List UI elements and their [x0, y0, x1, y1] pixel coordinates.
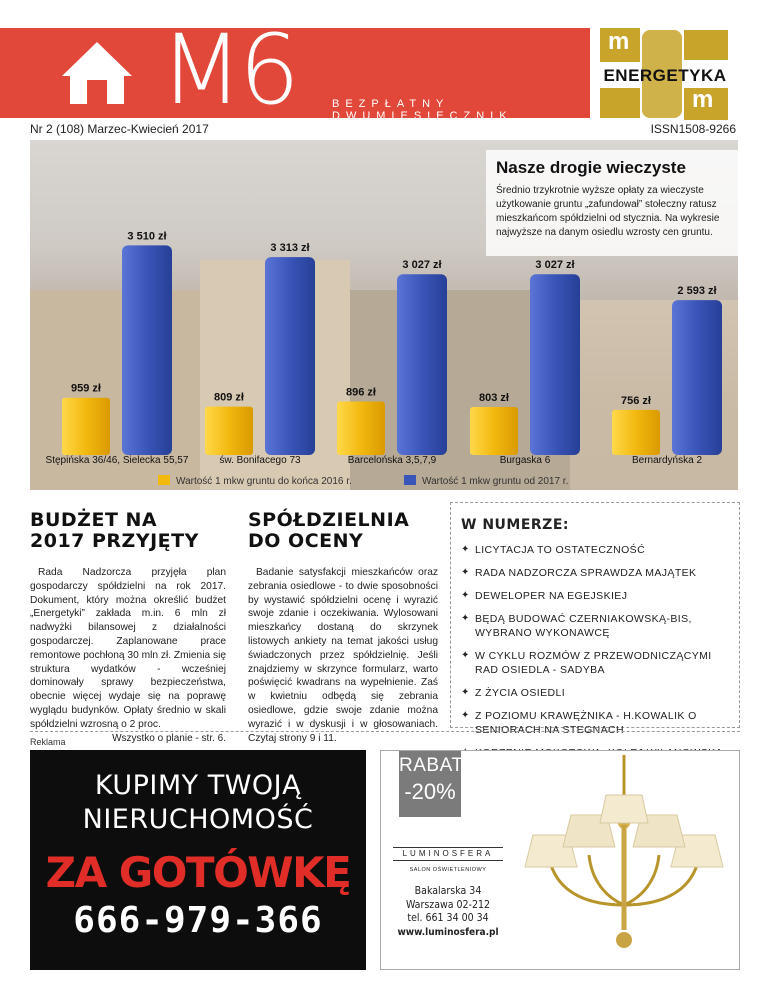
toc-item: ✦ DEWELOPER NA EGEJSKIEJ — [461, 589, 731, 603]
bar-label-2016: 756 zł — [621, 394, 651, 407]
logo-block-top-right — [684, 30, 728, 60]
lighting-ad — [380, 750, 740, 970]
toc-item: ✦ LICYTACJA TO OSTATECZNOŚĆ — [461, 543, 731, 557]
article-title-line: BUDŻET NA — [30, 509, 158, 531]
bar-label-2016: 959 zł — [71, 382, 101, 395]
chart-legend — [30, 472, 738, 490]
bar-2016-3 — [337, 401, 385, 455]
address-street: Bakalarska 34 — [414, 885, 482, 897]
legend-label: Wartość 1 mkw gruntu do końca 2016 r. — [176, 476, 352, 487]
real-estate-ad — [30, 750, 366, 970]
bar-2017-1 — [122, 245, 172, 455]
article-survey — [248, 510, 438, 745]
bar-2016-4 — [470, 407, 518, 455]
bar-label-2017: 3 027 zł — [535, 259, 575, 272]
toc-heading: W NUMERZE: — [461, 517, 569, 533]
article-reference: Wszystko o planie - str. 6. — [112, 732, 226, 744]
ad-highlight: ZA GOTÓWKĘ — [45, 848, 351, 897]
address-city: Warszawa 02-212 — [406, 898, 490, 911]
discount-badge — [399, 751, 464, 817]
article-body: Rada Nadzorcza przyjęła plan gospodarczy spółdzielni na rok 2017. Dokument, który można określić budżet „Energetyki” zakłada m.in. 6 mln zł nadwyżki bilansowej z działalności gospodarczej. Zaplanowane prace remontowe pochłoną 30 mln zł. Zmienia się struktura wydatków - wcześniej dominowały sprawy bezpieczeństwa, obecnie więcej wydaje się na poprawę wyglądu budynków. Opłaty średnio w skali spółdzielni wzrosną o 2 proc. — [30, 567, 226, 730]
bar-label-2016: 896 zł — [346, 386, 376, 399]
bar-2017-3 — [397, 274, 447, 455]
logo-wordmark: ENERGETYKA — [603, 66, 727, 85]
bar-2016-2 — [205, 407, 253, 455]
article-title — [248, 510, 438, 552]
brand-name: LUMINOSFERA — [393, 847, 503, 861]
logo-block-bottom-left — [600, 88, 640, 118]
article-body: Badanie satysfakcji mieszkańców oraz zebrania osiedlowe - to dwie sposobności by wystawić spółdzielni ocenę i wyrazić swoje zdanie i oczekiwania. Wylosowani mieszkańcy dostaną do skrzynek listowych ankiety na temat jakości usług świadczonych przez spółdzielnię. Jeśli znajdziemy w skrzynce formularz, warto poświęcić kwadrans na wypełnienie. Zaś w kwietniu odbędą się zebrania osiedlowe, gdzie swoje zdanie można wyrazić i w dyskusji i w głosowaniach. Czytaj strony 9 i 11. — [248, 567, 438, 744]
article-title-line: DO OCENY — [248, 530, 364, 552]
feature-title: Nasze drogie wieczyste — [496, 158, 686, 177]
legend-label: Wartość 1 mkw gruntu od 2017 r. — [422, 476, 569, 487]
feature-text: Średnio trzykrotnie wyższe opłaty za wieczyste użytkowanie gruntu „zafundował” stołeczny ratusz mieszkańcom spółdzielni od stycznia. Na wykresie najwyższe na danym osiedlu wzrosty cen gruntu. — [496, 185, 720, 238]
energetyka-logo — [600, 28, 730, 120]
bar-2016-5 — [612, 410, 660, 455]
category-label: Stępińska 36/46, Sielecka 55,57 — [45, 455, 189, 466]
ad-phone: 666-979-366 — [73, 900, 323, 941]
bar-label-2017: 3 510 zł — [127, 230, 167, 243]
category-label: Bernardyńska 2 — [631, 455, 703, 466]
bar-label-2017: 3 027 zł — [402, 259, 442, 272]
masthead-tagline: BEZPŁATNY DWUMIESIECZNIK — [332, 98, 513, 122]
toc-list — [461, 543, 731, 760]
toc-item: ✦ BĘDĄ BUDOWAĆ CZERNIAKOWSKĄ-BIS, WYBRANO WYKONAWCĘ — [461, 612, 731, 640]
category-label: św. Bonifacego 73 — [219, 455, 301, 466]
toc-item: ✦ Z ŻYCIA OSIEDLI — [461, 686, 731, 700]
store-website: www.luminosfera.pl — [397, 926, 499, 938]
toc-item: ✦ W CYKLU ROZMÓW Z PRZEWODNICZĄCYMI RAD OSIEDLA - SADYBA — [461, 649, 731, 677]
legend-item-2016 — [158, 475, 352, 487]
discount-label: RABAT — [399, 755, 464, 776]
bar-2017-4 — [530, 274, 580, 455]
issn: ISSN1508-9266 — [650, 122, 736, 136]
toc-item: ✦ RADA NADZORCZA SPRAWDZA MAJĄTEK — [461, 566, 731, 580]
toc-item: ✦ Z POZIOMU KRAWĘŻNIKA - H.KOWALIK O SENIORACH NA STEGNACH — [461, 709, 731, 737]
discount-value: -20% — [404, 779, 456, 804]
brand-subtitle: SALON OŚWIETLENIOWY — [409, 867, 487, 873]
store-address — [393, 885, 503, 939]
address-phone: tel. 661 34 00 34 — [407, 912, 489, 924]
masthead-banner — [0, 14, 590, 126]
bar-2017-2 — [265, 257, 315, 455]
land-value-chart — [30, 140, 738, 490]
logo-letter-bottom: m — [692, 86, 714, 113]
legend-item-2017 — [404, 475, 568, 487]
section-divider — [30, 731, 740, 732]
category-label: Barcelońska 3,5,7,9 — [347, 455, 437, 466]
ad-headline: NIERUCHOMOŚĆ — [82, 804, 314, 835]
article-budget — [30, 510, 226, 745]
ad-label: Reklama — [30, 737, 66, 747]
article-title-line: SPÓŁDZIELNIA — [248, 509, 410, 531]
category-label: Burgaska 6 — [499, 455, 551, 466]
issue-number: Nr 2 (108) Marzec-Kwiecień 2017 — [30, 122, 209, 136]
table-of-contents — [450, 502, 740, 736]
article-title — [30, 510, 226, 552]
house-icon — [60, 40, 134, 106]
bar-label-2017: 2 593 zł — [677, 285, 717, 298]
logo-letter-top: m — [608, 28, 630, 55]
bar-label-2017: 3 313 zł — [270, 242, 310, 255]
ad-headline: KUPIMY TWOJĄ — [94, 770, 302, 801]
bar-2016-1 — [62, 398, 110, 455]
legend-swatch — [404, 475, 416, 485]
bar-label-2016: 803 zł — [479, 392, 509, 405]
article-title-line: 2017 PRZYJĘTY — [30, 530, 199, 552]
bar-label-2016: 809 zł — [214, 391, 244, 404]
bar-2017-5 — [672, 300, 722, 455]
feature-box — [486, 150, 738, 256]
masthead-title: M6 — [160, 14, 296, 126]
chandelier-icon — [511, 755, 737, 967]
legend-swatch — [158, 475, 170, 485]
